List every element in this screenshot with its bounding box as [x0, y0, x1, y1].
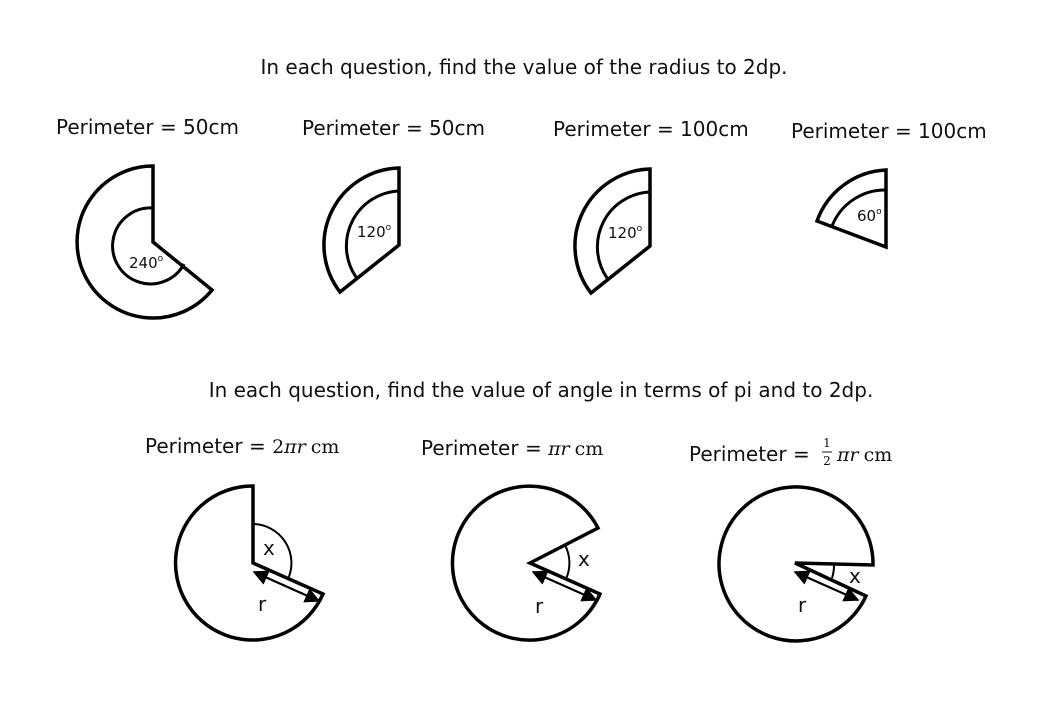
fraction-numerator: 1: [823, 436, 831, 450]
angle-q1-sector-shape: [176, 486, 323, 640]
angle-q1-perimeter-label: Perimeter = 2πr cm: [145, 434, 340, 458]
radius-q2-sector-diagram: [324, 168, 399, 292]
fraction-denominator: 2: [823, 454, 831, 468]
radius-task-heading: In each question, find the value of the radius to 2dp.: [260, 55, 788, 79]
angle-q2-radius-variable: r: [535, 594, 544, 618]
radius-q1-sector-diagram: [77, 166, 212, 318]
sector-120-angle-label: 120$^o$: [357, 223, 392, 241]
angle-task-heading: In each question, find the value of angle in terms of pi and to 2dp.: [208, 378, 874, 402]
radius-q1-perimeter-label: Perimeter = 50cm: [56, 115, 239, 139]
angle-q3-sector-diagram: [719, 487, 873, 641]
svg-text:πrcm: πr cm: [837, 444, 893, 466]
angle-q3-angle-variable: x: [849, 564, 861, 588]
svg-text:Perimeter =: Perimeter =: [689, 442, 810, 466]
angle-q2-angle-variable: x: [578, 547, 590, 571]
sector-120b-angle-label: 120$^o$: [608, 224, 643, 242]
sector-240-shape: [77, 166, 212, 318]
angle-q1-angle-variable: x: [263, 536, 275, 560]
radius-q4-perimeter-label: Perimeter = 100cm: [791, 119, 987, 143]
angle-q3-radius-variable: r: [798, 593, 807, 617]
radius-q2-perimeter-label: Perimeter = 50cm: [302, 116, 485, 140]
radius-q4-sector-diagram: [817, 170, 886, 247]
angle-q3-perimeter-label: [689, 436, 892, 468]
angle-q1-radius-variable: r: [258, 592, 267, 616]
radius-q3-perimeter-label: Perimeter = 100cm: [553, 117, 749, 141]
angle-q2-angle-arc: [565, 545, 569, 579]
angle-q3-angle-arc: [832, 565, 834, 578]
angle-q1-sector-diagram: [176, 486, 323, 640]
radius-q3-sector-diagram: [575, 169, 650, 293]
angle-q2-perimeter-label: Perimeter = πr cm: [421, 436, 604, 460]
sector-240-angle-label: 240$^o$: [129, 254, 164, 272]
angle-q2-sector-diagram: [452, 486, 600, 640]
sector-60-angle-label: 60$^o$: [857, 207, 882, 225]
